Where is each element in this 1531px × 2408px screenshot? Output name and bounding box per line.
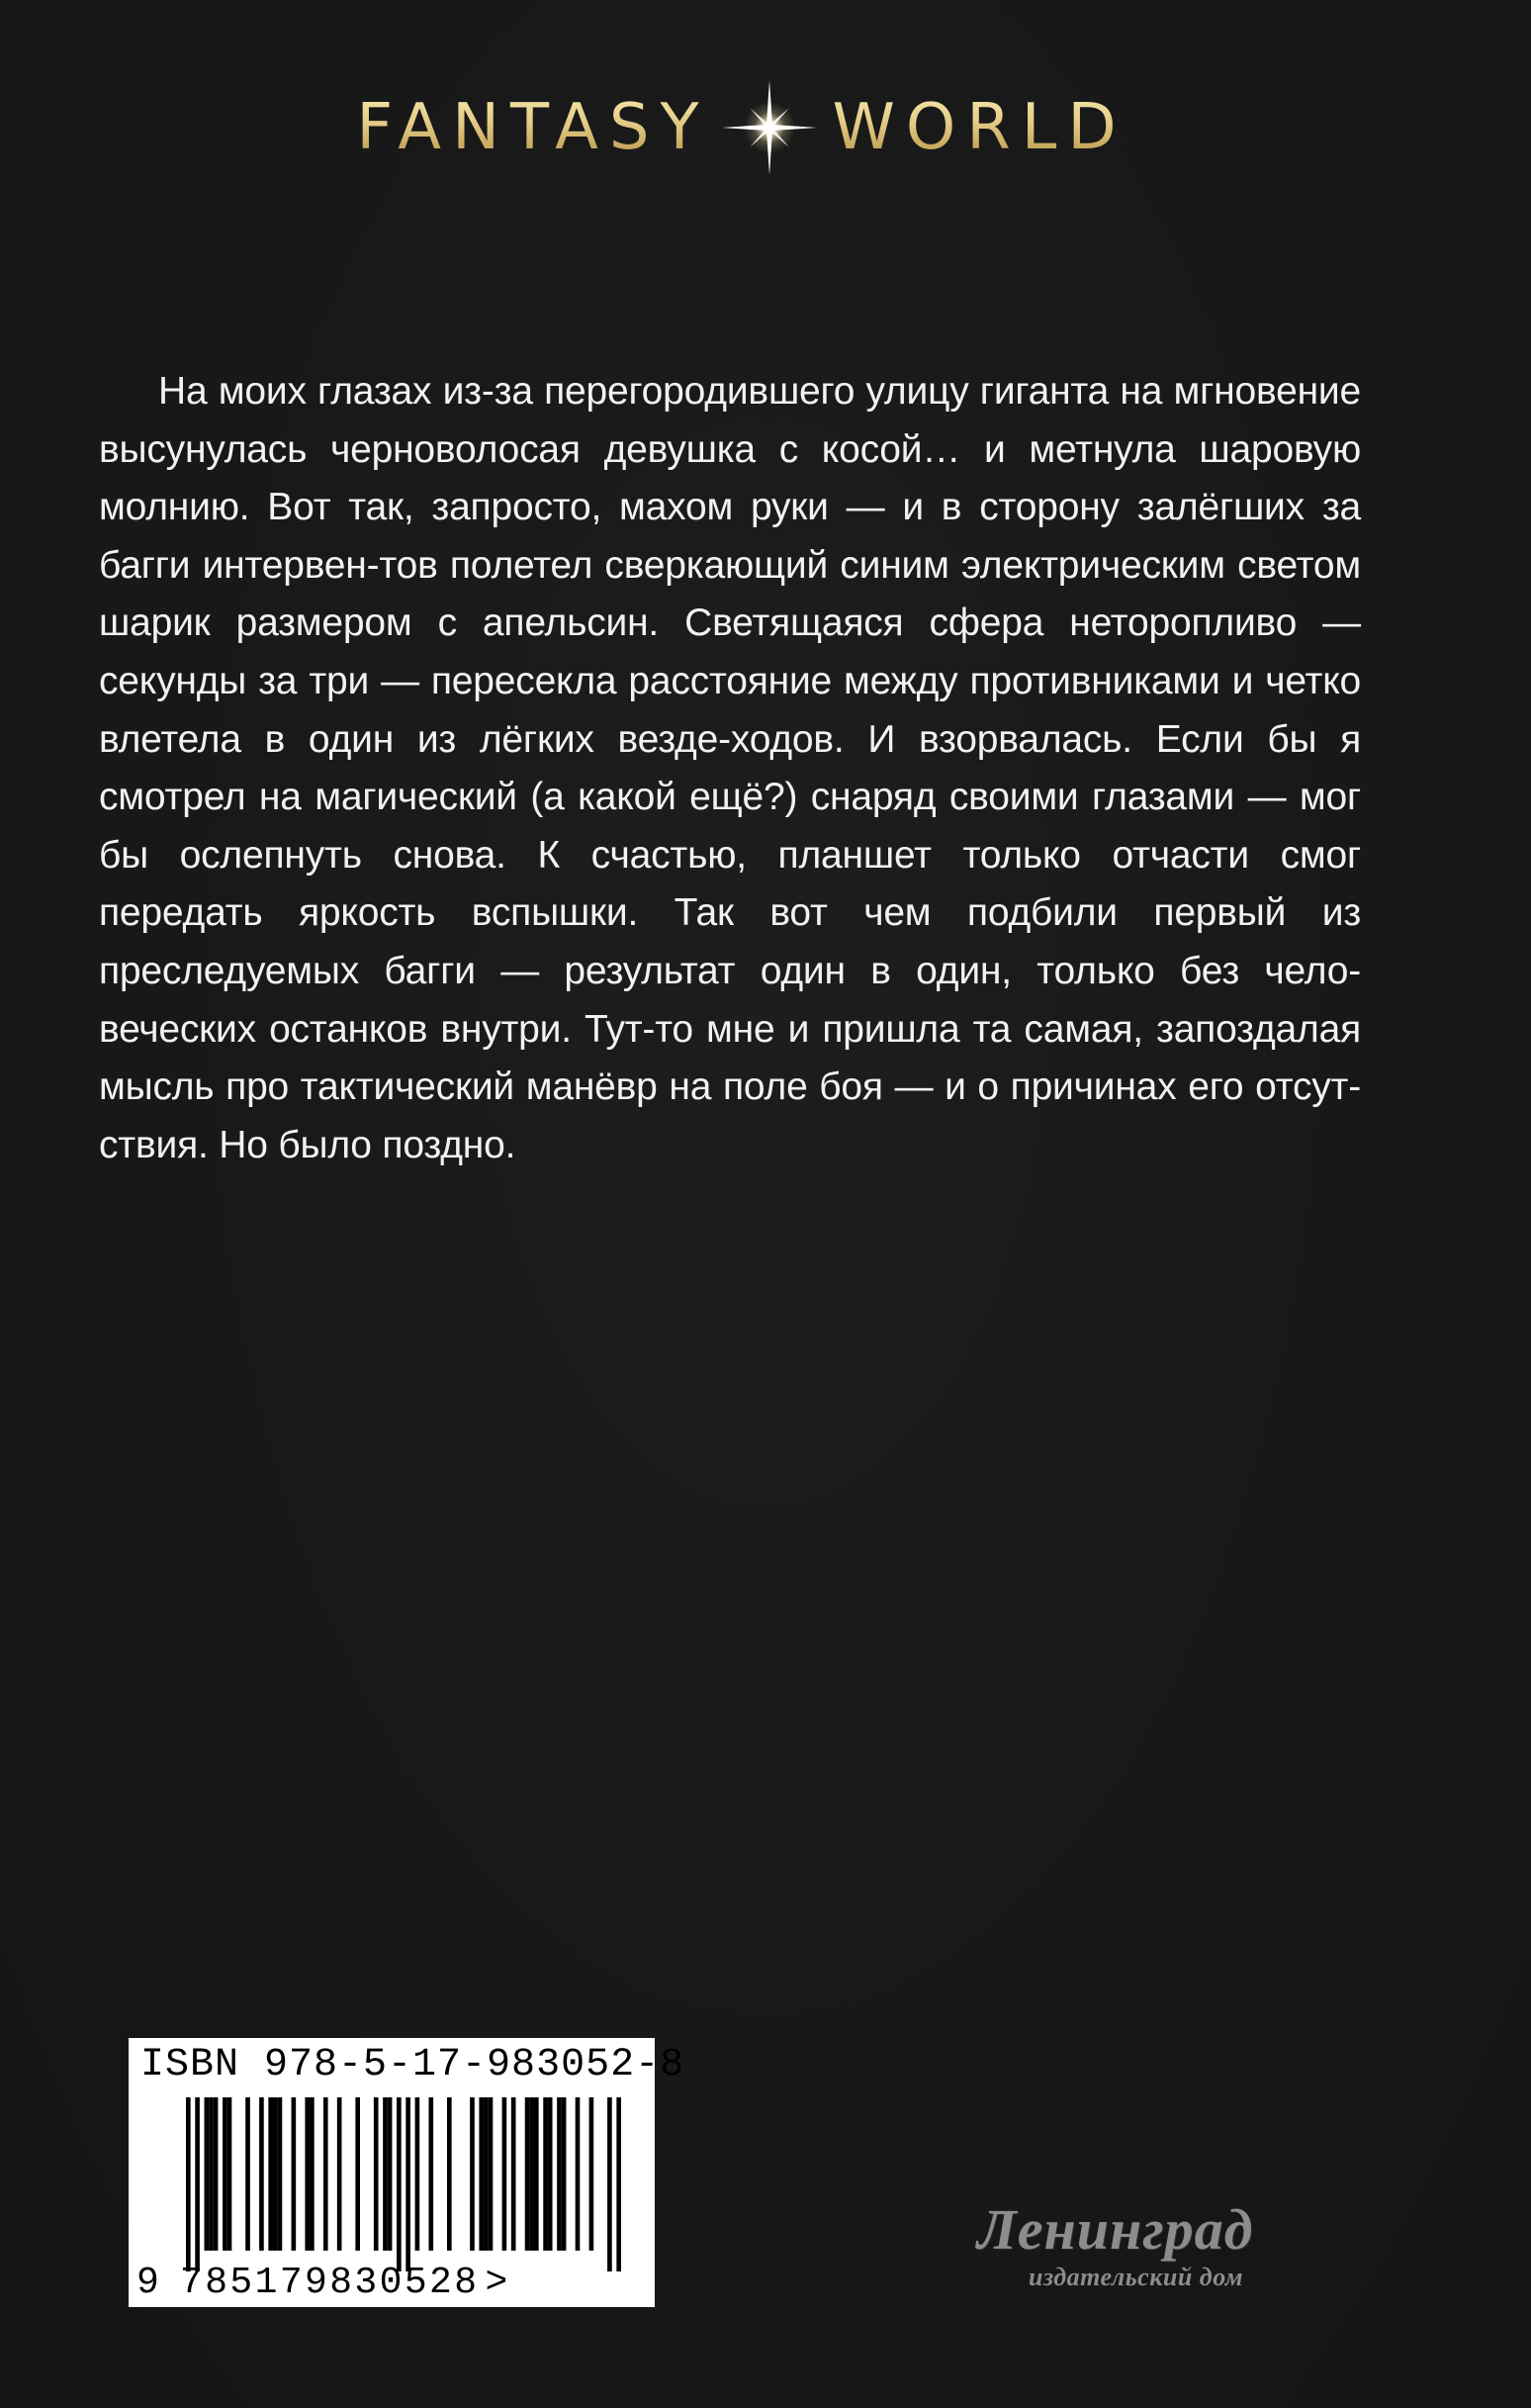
barcode-guard-bar: [405, 2097, 410, 2271]
publisher-logo: [977, 2197, 1363, 2309]
ean-first-digit: 9: [136, 2262, 159, 2304]
barcode-guard-bar: [616, 2097, 621, 2271]
barcode-bar: [562, 2097, 567, 2251]
barcode-bar: [209, 2097, 214, 2251]
ean-digit-groups: 785179830528: [180, 2262, 480, 2304]
barcode-bar: [489, 2097, 494, 2251]
sparkle-star-icon: [720, 78, 819, 177]
barcode-bar: [447, 2097, 452, 2251]
isbn-barcode: [129, 2038, 685, 2307]
barcode-bar: [310, 2097, 315, 2251]
barcode-bar: [534, 2097, 539, 2251]
series-word-left: FANTASY: [356, 91, 710, 164]
barcode-bar: [305, 2097, 310, 2251]
ean-digits: [136, 2264, 507, 2303]
barcode-bar: [589, 2097, 594, 2251]
publisher-subtitle: издательский дом: [1029, 2263, 1244, 2291]
barcode-bar: [323, 2097, 328, 2251]
barcode-guard-bar: [607, 2097, 612, 2271]
barcode-bar: [388, 2097, 393, 2251]
barcode-bar: [543, 2097, 548, 2251]
isbn-number: ISBN 978-5-17-983052-8: [140, 2043, 685, 2087]
barcode-bar: [268, 2097, 273, 2251]
barcode-bar: [470, 2097, 475, 2251]
series-word-right: WORLD: [832, 91, 1127, 164]
barcode-bar: [548, 2097, 553, 2251]
barcode-guard-bar: [397, 2097, 402, 2271]
barcode-bar: [428, 2097, 433, 2251]
barcode-guard-bar: [195, 2097, 200, 2271]
barcode-bar: [529, 2097, 534, 2251]
barcode-bar: [205, 2097, 210, 2251]
barcode-bar: [292, 2097, 297, 2251]
ean-quiet-zone-mark: >: [485, 2262, 508, 2304]
barcode-bar: [259, 2097, 264, 2251]
barcode-bar: [214, 2097, 219, 2251]
barcode-bar: [337, 2097, 342, 2251]
barcode-bar: [278, 2097, 283, 2251]
barcode-bar: [223, 2097, 227, 2251]
barcode-guard-bar: [186, 2097, 191, 2271]
barcode-bar: [374, 2097, 379, 2251]
barcode-bar: [502, 2097, 507, 2251]
barcode-bar: [245, 2097, 250, 2251]
barcode-bar: [415, 2097, 420, 2251]
barcode-bar: [383, 2097, 388, 2251]
barcode-bar: [557, 2097, 562, 2251]
barcode-bar: [511, 2097, 516, 2251]
series-banner: [198, 83, 1286, 172]
barcode-bar: [227, 2097, 232, 2251]
barcode-bars: [186, 2097, 621, 2271]
barcode-bar: [525, 2097, 530, 2251]
barcode-bar: [355, 2097, 360, 2251]
barcode-bar: [576, 2097, 581, 2251]
barcode-bar: [484, 2097, 489, 2251]
publisher-name: Ленинград: [977, 2197, 1254, 2262]
book-blurb: На моих глазах из-за перегородившего улицу гиганта на мгновение высунулась черноволосая девушка с косой… и метнула шаровую молнию. Вот так, запросто, махом руки — и в сторону залёгших за багги интервен-тов полетел сверкающий синим электрическим светом шарик размером с апельсин. Светящаяся сфера неторопливо — секунды за три — пересекла расстояние между противниками и четко влетела в один из лёгких везде-ходов. И взорвалась. Если бы я смотрел на магический (а какой ещё?) снаряд своими глазами — мог бы ослепнуть снова. К счастью, планшет только отчасти смог передать яркость вспышки. Так вот чем подбили первый из преследуемых багги — результат один в один, только без чело-веческих останков внутри. Тут-то мне и пришла та самая, запоздалая мысль про тактический манёвр на поле боя — и о причинах его отсут-ствия. Но было поздно.: [99, 370, 1361, 1166]
barcode-bar: [479, 2097, 484, 2251]
barcode-bar: [273, 2097, 278, 2251]
